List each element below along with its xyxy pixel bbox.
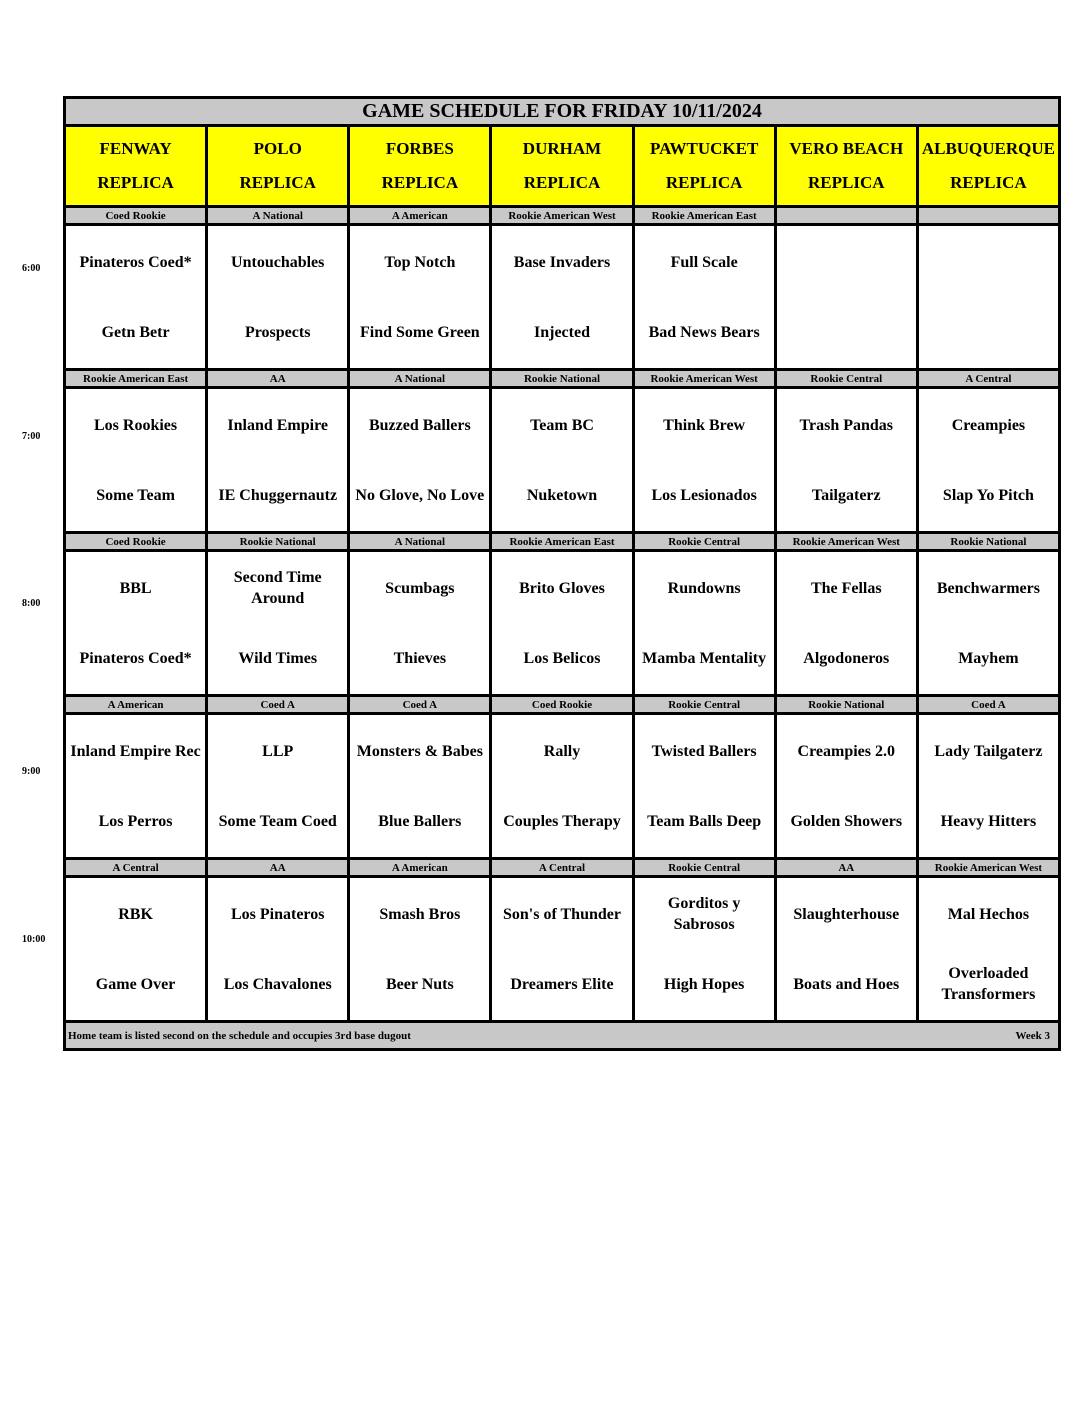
game-cell	[207, 551, 349, 696]
game-cell	[917, 877, 1059, 1022]
away-team: Rally	[543, 742, 581, 760]
home-team: Dreamers Elite	[510, 975, 614, 993]
home-team: Los Lesionados	[651, 486, 757, 504]
time-label-6: 6:00	[22, 263, 41, 274]
venue-name: DURHAM	[522, 139, 602, 158]
home-team: Los Belicos	[523, 649, 601, 667]
venue-subtitle: REPLICA	[523, 173, 601, 192]
game-cell	[775, 877, 917, 1022]
division-label: Rookie Central	[775, 370, 917, 388]
game-cell	[917, 225, 1059, 370]
division-label: A National	[349, 370, 491, 388]
game-cell	[65, 388, 207, 533]
venue-name: FENWAY	[99, 139, 172, 158]
away-team: Gorditos y Sabrosos	[667, 895, 741, 933]
game-row	[65, 225, 1060, 370]
away-team: Monsters & Babes	[356, 742, 483, 760]
division-row	[65, 207, 1060, 225]
home-team: Los Perros	[98, 812, 173, 830]
game-cell	[349, 551, 491, 696]
away-team: Lady Tailgaterz	[934, 742, 1043, 760]
division-label: A American	[349, 859, 491, 877]
away-team: Smash Bros	[379, 905, 461, 923]
division-label: A Central	[65, 859, 207, 877]
away-team: BBL	[119, 579, 152, 597]
game-cell	[491, 388, 633, 533]
away-team: Buzzed Ballers	[368, 416, 471, 434]
away-team	[777, 227, 916, 297]
week-label: Week 3	[1015, 1029, 1050, 1042]
venue-subtitle: REPLICA	[950, 173, 1027, 192]
venue-subtitle: REPLICA	[665, 173, 743, 192]
home-team	[919, 297, 1058, 367]
division-label: A Central	[491, 859, 633, 877]
time-label-8: 8:00	[22, 598, 41, 609]
game-cell	[633, 877, 775, 1022]
away-team: Think Brew	[663, 416, 746, 434]
home-team: Some Team	[96, 486, 175, 504]
venue-row	[65, 126, 1060, 207]
home-team: Nuketown	[526, 486, 598, 504]
home-team: Mayhem	[958, 649, 1019, 667]
home-team: Overloaded Transformers	[941, 965, 1036, 1003]
home-team: Heavy Hitters	[940, 812, 1037, 830]
away-team: Creampies 2.0	[797, 742, 895, 760]
game-cell	[775, 714, 917, 859]
division-label: A National	[207, 207, 349, 225]
division-label: Rookie National	[207, 533, 349, 551]
away-team: Son's of Thunder	[503, 905, 621, 923]
home-team: Blue Ballers	[378, 812, 462, 830]
game-cell	[917, 714, 1059, 859]
division-label: Rookie National	[775, 696, 917, 714]
home-team: Pinateros Coed*	[79, 649, 192, 667]
away-team: Mal Hechos	[947, 905, 1030, 923]
away-team: Twisted Ballers	[651, 742, 757, 760]
division-label: Rookie Central	[633, 859, 775, 877]
home-team: Boats and Hoes	[793, 975, 900, 993]
game-cell	[65, 714, 207, 859]
venue-header	[207, 126, 349, 207]
away-team: Second Time Around	[233, 569, 322, 607]
venue-header	[65, 126, 207, 207]
time-label-7: 7:00	[22, 431, 41, 442]
home-team-note: Home team is listed second on the schedule and occupies 3rd base dugout	[68, 1029, 411, 1042]
division-label: A Central	[917, 370, 1059, 388]
home-team: Getn Betr	[101, 323, 170, 341]
away-team: Los Pinateros	[230, 905, 325, 923]
home-team: Mamba Mentality	[642, 649, 767, 667]
division-label: Rookie American East	[633, 207, 775, 225]
venue-header	[633, 126, 775, 207]
game-row	[65, 551, 1060, 696]
game-cell	[207, 225, 349, 370]
away-team: Base Invaders	[513, 253, 611, 271]
footer	[65, 1022, 1060, 1050]
game-cell	[491, 551, 633, 696]
division-label: Coed A	[207, 696, 349, 714]
home-team: Couples Therapy	[503, 812, 621, 830]
division-label: A American	[65, 696, 207, 714]
away-team: Inland Empire	[227, 416, 329, 434]
game-cell	[633, 225, 775, 370]
division-label: A National	[349, 533, 491, 551]
division-row	[65, 859, 1060, 877]
game-cell	[207, 877, 349, 1022]
division-label: Coed Rookie	[65, 533, 207, 551]
home-team: Tailgaterz	[811, 486, 881, 504]
away-team: The Fellas	[810, 579, 882, 597]
venue-name: VERO BEACH	[789, 139, 904, 158]
division-label: AA	[207, 859, 349, 877]
division-label: Rookie American East	[491, 533, 633, 551]
away-team: Full Scale	[670, 253, 738, 271]
venue-header	[349, 126, 491, 207]
game-cell	[349, 714, 491, 859]
game-cell	[917, 388, 1059, 533]
game-cell	[349, 388, 491, 533]
home-team: Beer Nuts	[386, 975, 454, 993]
division-row	[65, 370, 1060, 388]
division-label	[775, 207, 917, 225]
away-team: Scumbags	[385, 579, 455, 597]
away-team: Rundowns	[667, 579, 741, 597]
game-cell	[65, 225, 207, 370]
home-team: Algodoneros	[803, 649, 890, 667]
division-label: Rookie American West	[633, 370, 775, 388]
division-label: Rookie Central	[633, 533, 775, 551]
away-team: Slaughterhouse	[793, 905, 900, 923]
division-label: Rookie American East	[65, 370, 207, 388]
time-column	[0, 0, 64, 1408]
game-cell	[65, 551, 207, 696]
game-cell	[491, 877, 633, 1022]
away-team: Brito Gloves	[519, 579, 605, 597]
venue-name: PAWTUCKET	[649, 139, 759, 158]
game-cell	[633, 551, 775, 696]
game-cell	[349, 877, 491, 1022]
game-cell	[349, 225, 491, 370]
home-team: Slap Yo Pitch	[942, 486, 1034, 504]
division-label: Coed Rookie	[65, 207, 207, 225]
division-label: Rookie American West	[917, 859, 1059, 877]
division-label: Coed Rookie	[491, 696, 633, 714]
division-row	[65, 533, 1060, 551]
division-label: Rookie American West	[491, 207, 633, 225]
venue-name: POLO	[253, 139, 302, 158]
schedule-table	[63, 96, 1061, 1051]
away-team: Los Rookies	[94, 416, 178, 434]
division-row	[65, 696, 1060, 714]
away-team: Team BC	[530, 416, 594, 434]
time-label-9: 9:00	[22, 766, 41, 777]
game-cell	[633, 714, 775, 859]
home-team: Team Balls Deep	[647, 812, 762, 830]
venue-header	[491, 126, 633, 207]
away-team: Pinateros Coed*	[79, 253, 192, 271]
home-team: Wild Times	[238, 649, 318, 667]
game-cell	[775, 225, 917, 370]
venue-name: ALBUQUERQUE	[921, 139, 1056, 158]
venue-header	[917, 126, 1059, 207]
away-team: Untouchables	[231, 253, 325, 271]
schedule-title: GAME SCHEDULE FOR FRIDAY 10/11/2024	[65, 98, 1060, 126]
home-team: High Hopes	[663, 975, 745, 993]
away-team: Top Notch	[384, 253, 456, 271]
home-team: Golden Showers	[790, 812, 903, 830]
home-team: Find Some Green	[360, 323, 480, 341]
venue-subtitle: REPLICA	[381, 173, 459, 192]
home-team: Los Chavalones	[223, 975, 332, 993]
away-team: LLP	[262, 742, 294, 760]
venue-subtitle: REPLICA	[808, 173, 885, 192]
time-label-10: 10:00	[22, 934, 46, 945]
home-team: Some Team Coed	[218, 812, 337, 830]
division-label: A American	[349, 207, 491, 225]
venue-subtitle: REPLICA	[239, 173, 316, 192]
venue-header	[775, 126, 917, 207]
game-cell	[491, 225, 633, 370]
division-label: AA	[207, 370, 349, 388]
division-label: Coed A	[349, 696, 491, 714]
home-team: Bad News Bears	[648, 323, 760, 341]
game-cell	[917, 551, 1059, 696]
away-team: Benchwarmers	[936, 579, 1040, 597]
game-cell	[65, 877, 207, 1022]
game-cell	[775, 388, 917, 533]
division-label	[917, 207, 1059, 225]
game-row	[65, 388, 1060, 533]
home-team: Prospects	[244, 323, 311, 341]
game-cell	[207, 388, 349, 533]
division-label: Rookie National	[491, 370, 633, 388]
away-team: Inland Empire Rec	[70, 742, 201, 760]
home-team: Injected	[534, 323, 590, 341]
away-team	[919, 227, 1058, 297]
division-label: Rookie American West	[775, 533, 917, 551]
home-team: Thieves	[393, 649, 447, 667]
venue-subtitle: REPLICA	[97, 173, 174, 192]
game-cell	[207, 714, 349, 859]
home-team	[777, 297, 916, 367]
away-team: Trash Pandas	[799, 416, 894, 434]
home-team: Game Over	[95, 975, 176, 993]
game-row	[65, 714, 1060, 859]
game-cell	[491, 714, 633, 859]
division-label: Coed A	[917, 696, 1059, 714]
game-row	[65, 877, 1060, 1022]
game-cell	[775, 551, 917, 696]
division-label: AA	[775, 859, 917, 877]
home-team: IE Chuggernautz	[218, 486, 338, 504]
venue-name: FORBES	[385, 139, 454, 158]
away-team: RBK	[118, 905, 153, 923]
game-cell	[633, 388, 775, 533]
division-label: Rookie Central	[633, 696, 775, 714]
home-team: No Glove, No Love	[355, 486, 485, 504]
away-team: Creampies	[951, 416, 1026, 434]
division-label: Rookie National	[917, 533, 1059, 551]
